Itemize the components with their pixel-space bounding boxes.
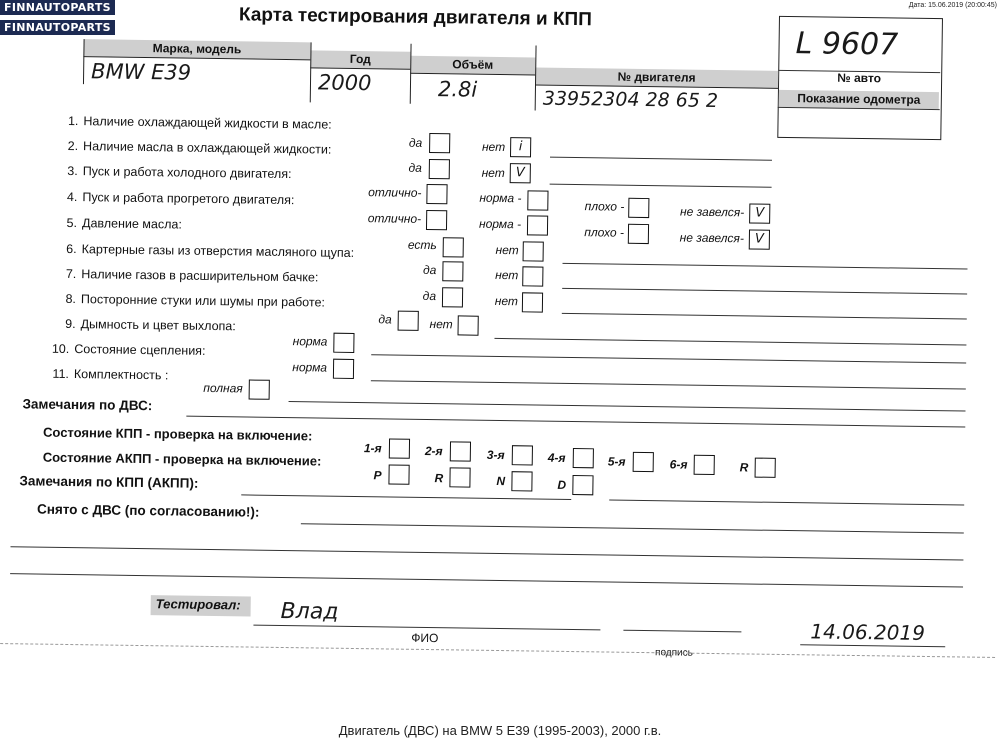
fio-label: ФИО bbox=[411, 630, 439, 646]
engine-number-header: № двигателя bbox=[617, 69, 696, 85]
q5-exists-label: есть bbox=[407, 237, 437, 253]
sign-label: подпись bbox=[655, 647, 693, 659]
watermark-bottom: FINNAUTOPARTS bbox=[0, 20, 115, 35]
gear-r-label: R bbox=[739, 460, 749, 475]
q11-full-checkbox[interactable] bbox=[249, 380, 270, 400]
gear-r-auto-checkbox[interactable] bbox=[449, 467, 470, 487]
q6-yes-label: да bbox=[423, 262, 437, 278]
q4-excellent-label: отлично- bbox=[367, 211, 422, 226]
q9-normal-checkbox[interactable] bbox=[333, 333, 354, 353]
q4-excellent-checkbox[interactable] bbox=[426, 210, 447, 230]
q8-yes-label: да bbox=[378, 312, 392, 327]
q4-normal-checkbox[interactable] bbox=[527, 215, 548, 235]
q1-no-checkbox[interactable]: i bbox=[510, 137, 531, 157]
volume-header: Объём bbox=[452, 57, 494, 72]
gear-4-label: 4-я bbox=[547, 450, 566, 465]
watermark-top: FINNAUTOPARTS bbox=[0, 0, 115, 15]
vehicle-table bbox=[83, 39, 779, 113]
q5-no-label: нет bbox=[495, 242, 519, 258]
gear-2-checkbox[interactable] bbox=[450, 441, 471, 461]
year-header: Год bbox=[349, 51, 371, 67]
q3-excellent-checkbox[interactable] bbox=[426, 184, 447, 204]
timestamp: Дата: 15.06.2019 (20:00:45) bbox=[908, 2, 997, 9]
q7-no-label: нет bbox=[494, 293, 519, 309]
gear-6-label: 6-я bbox=[669, 457, 688, 472]
q2-no-checkbox[interactable]: V bbox=[510, 163, 531, 183]
volume-value: 2.8i bbox=[437, 77, 478, 102]
q3-normal-checkbox[interactable] bbox=[527, 190, 548, 210]
stamp-number: L 9607 bbox=[795, 26, 899, 63]
q3-excellent-label: отлично- bbox=[368, 185, 422, 200]
question-11: 11. Комплектность : bbox=[52, 366, 169, 383]
year-value: 2000 bbox=[317, 70, 372, 96]
q3-no-start-label: не завелся- bbox=[679, 204, 745, 220]
q9-normal-label: норма bbox=[292, 334, 328, 349]
q3-bad-label: плохо - bbox=[584, 199, 625, 214]
signature-date: 14.06.2019 bbox=[810, 619, 926, 645]
removed-label: Снято с ДВС (по согласованию!): bbox=[36, 501, 260, 520]
kpp-remarks-label: Замечания по КПП (АКПП): bbox=[19, 473, 199, 491]
q10-normal-label: норма bbox=[292, 360, 328, 375]
engine-number-value: 33952304 28 65 2 bbox=[542, 87, 719, 113]
question-6: 6. Картерные газы из отверстия масляного щупа: bbox=[66, 241, 355, 260]
tester-name: Влад bbox=[280, 598, 339, 625]
q5-exists-checkbox[interactable] bbox=[443, 237, 464, 257]
gear-6-checkbox[interactable] bbox=[694, 455, 715, 475]
gear-p-label: P bbox=[373, 468, 382, 483]
question-1: 1. Наличие охлаждающей жидкости в масле: bbox=[67, 113, 332, 132]
q5-no-checkbox[interactable] bbox=[523, 241, 544, 261]
gear-n-checkbox[interactable] bbox=[511, 471, 532, 491]
brand-header: Марка, модель bbox=[152, 41, 242, 57]
q1-yes-checkbox[interactable] bbox=[429, 133, 450, 153]
q1-no-label: нет bbox=[481, 139, 506, 155]
question-7: 7. Наличие газов в расширительном бачке: bbox=[65, 266, 319, 285]
gear-1-label: 1-я bbox=[363, 441, 382, 456]
gear-3-checkbox[interactable] bbox=[512, 445, 533, 465]
question-10: 10. Состояние сцепления: bbox=[51, 341, 206, 358]
gear-d-label: D bbox=[557, 477, 567, 492]
q4-bad-checkbox[interactable] bbox=[628, 224, 649, 244]
q7-yes-checkbox[interactable] bbox=[442, 287, 463, 307]
q4-bad-label: плохо - bbox=[584, 225, 625, 240]
gear-5-label: 5-я bbox=[607, 454, 626, 469]
question-4: 4. Пуск и работа прогретого двигателя: bbox=[66, 189, 295, 208]
gear-d-checkbox[interactable] bbox=[572, 475, 593, 495]
gear-5-checkbox[interactable] bbox=[633, 452, 654, 472]
image-caption: Двигатель (ДВС) на BMW 5 E39 (1995-2003), 2000 г.в. bbox=[338, 723, 662, 738]
gear-r-auto-label: R bbox=[434, 471, 444, 486]
gear-1-checkbox[interactable] bbox=[389, 438, 410, 458]
kpp-check-label: Состояние КПП - проверка на включение: bbox=[43, 424, 313, 444]
q4-no-start-checkbox[interactable]: V bbox=[749, 229, 770, 249]
question-5: 5. Давление масла: bbox=[66, 215, 182, 232]
question-9: 9. Дымность и цвет выхлопа: bbox=[65, 316, 236, 334]
q6-yes-checkbox[interactable] bbox=[442, 261, 463, 281]
q3-normal-label: норма - bbox=[479, 190, 522, 206]
q8-no-checkbox[interactable] bbox=[458, 315, 479, 335]
gear-r-checkbox[interactable] bbox=[755, 458, 776, 478]
q4-normal-label: норма - bbox=[478, 216, 522, 232]
question-2: 2. Наличие масла в охлаждающей жидкости: bbox=[67, 138, 332, 157]
gear-3-label: 3-я bbox=[486, 447, 505, 463]
q1-yes-label: да bbox=[408, 135, 423, 150]
q11-full-label: полная bbox=[203, 380, 243, 396]
odometer-header: Показание одометра bbox=[797, 91, 921, 107]
gear-2-label: 2-я bbox=[424, 443, 443, 459]
q3-bad-checkbox[interactable] bbox=[628, 198, 649, 218]
question-3: 3. Пуск и работа холодного двигателя: bbox=[67, 163, 292, 182]
akpp-check-label: Состояние АКПП - проверка на включение: bbox=[42, 449, 322, 469]
gear-p-checkbox[interactable] bbox=[388, 464, 409, 484]
auto-number-header: № авто bbox=[837, 70, 882, 86]
q7-no-checkbox[interactable] bbox=[522, 292, 543, 312]
q2-yes-checkbox[interactable] bbox=[429, 159, 450, 179]
q2-no-label: нет bbox=[481, 165, 505, 181]
dvs-remarks-label: Замечания по ДВС: bbox=[22, 396, 153, 414]
gear-n-label: N bbox=[496, 473, 506, 489]
q6-no-checkbox[interactable] bbox=[522, 266, 543, 286]
q10-normal-checkbox[interactable] bbox=[333, 359, 354, 379]
question-8: 8. Посторонние стуки или шумы при работе: bbox=[65, 291, 326, 310]
tested-by-label: Тестировал: bbox=[155, 596, 241, 613]
q3-no-start-checkbox[interactable]: V bbox=[749, 203, 770, 223]
brand-value: BMW E39 bbox=[90, 59, 192, 85]
q6-no-label: нет bbox=[495, 267, 519, 283]
q7-yes-label: да bbox=[422, 288, 437, 304]
card-title: Карта тестирования двигателя и КПП bbox=[238, 4, 592, 31]
q4-no-start-label: не завелся- bbox=[679, 230, 744, 246]
q8-no-label: нет bbox=[429, 317, 453, 332]
gear-4-checkbox[interactable] bbox=[573, 448, 594, 468]
q2-yes-label: да bbox=[408, 160, 422, 175]
